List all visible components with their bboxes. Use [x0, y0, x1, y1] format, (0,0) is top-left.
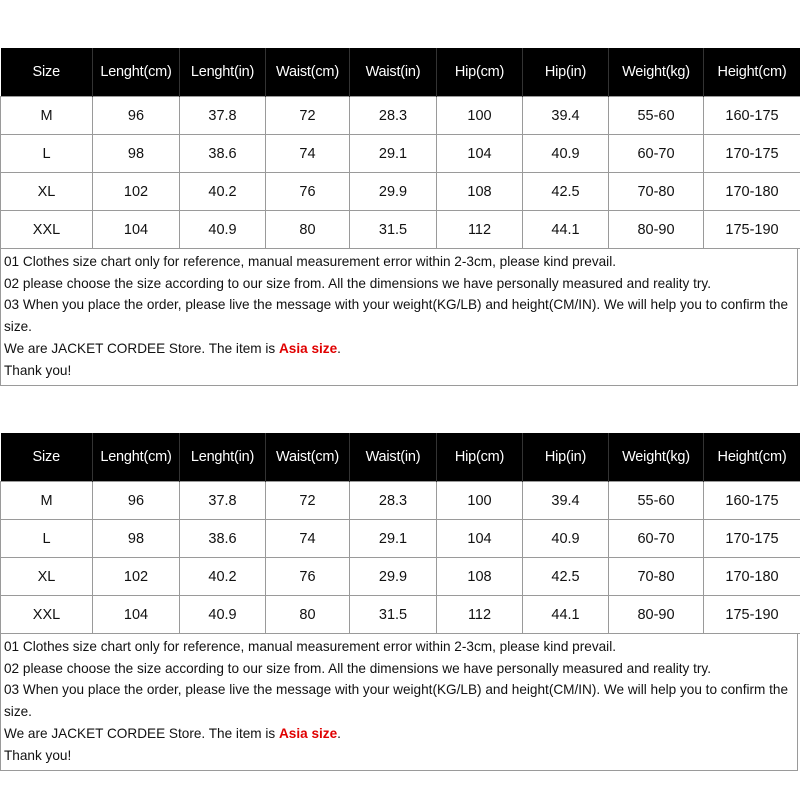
table-cell: 80 [266, 211, 350, 249]
header-length-cm: Lenght(cm) [93, 48, 180, 97]
table-cell: 170-180 [704, 173, 800, 211]
table-cell: 44.1 [523, 596, 609, 634]
table-cell: XL [1, 173, 93, 211]
size-table [0, 48, 800, 249]
table-cell: 40.2 [180, 173, 266, 211]
table-cell: 37.8 [180, 482, 266, 520]
table-cell: L [1, 135, 93, 173]
header-waist-cm: Waist(cm) [266, 433, 350, 482]
table-cell: 70-80 [609, 558, 704, 596]
table-cell: XXL [1, 596, 93, 634]
note-line-thanks: Thank you! [4, 362, 72, 378]
store-text: We are JACKET CORDEE Store. The item is [4, 340, 279, 356]
asia-size-highlight: Asia size [278, 340, 338, 356]
table-cell: 98 [93, 135, 180, 173]
table-cell: M [1, 97, 93, 135]
table-cell: 96 [93, 97, 180, 135]
header-length-in: Lenght(in) [180, 433, 266, 482]
table-cell: 104 [93, 211, 180, 249]
table-cell: 108 [437, 558, 523, 596]
table-cell: 102 [93, 558, 180, 596]
table-cell: 29.1 [350, 135, 437, 173]
header-waist-cm: Waist(cm) [266, 48, 350, 97]
note-line: 01 Clothes size chart only for reference, manual measurement error within 2-3cm, please kind prevail. [4, 639, 616, 654]
header-row [1, 48, 800, 97]
table-cell: 100 [437, 97, 523, 135]
table-cell: 72 [266, 482, 350, 520]
header-length-cm: Lenght(cm) [93, 433, 180, 482]
table-cell: 175-190 [704, 596, 800, 634]
table-cell: 98 [93, 520, 180, 558]
table-cell: 40.2 [180, 558, 266, 596]
header-hip-cm: Hip(cm) [437, 48, 523, 97]
table-cell: 42.5 [523, 558, 609, 596]
asia-size-highlight: Asia size [278, 725, 338, 741]
table-cell: 100 [437, 482, 523, 520]
table-cell: 31.5 [350, 596, 437, 634]
table-cell: 39.4 [523, 482, 609, 520]
header-size: Size [1, 48, 93, 97]
header-height-cm: Height(cm) [704, 433, 800, 482]
table-cell: 76 [266, 173, 350, 211]
table-cell: 29.9 [350, 173, 437, 211]
table-cell: 28.3 [350, 482, 437, 520]
note-line: 03 When you place the order, please live the message with your weight(KG/LB) and height(CM/IN). We will help you to confirm the size. [4, 682, 789, 720]
table-cell: 76 [266, 558, 350, 596]
header-size: Size [1, 433, 93, 482]
table-cell: 112 [437, 211, 523, 249]
size-notes [0, 634, 798, 771]
table-row [1, 211, 800, 249]
table-cell: 31.5 [350, 211, 437, 249]
header-waist-in: Waist(in) [350, 48, 437, 97]
size-notes [0, 249, 798, 386]
table-cell: 175-190 [704, 211, 800, 249]
header-hip-in: Hip(in) [523, 48, 609, 97]
table-cell: 29.9 [350, 558, 437, 596]
table-cell: 40.9 [180, 596, 266, 634]
size-chart-2 [0, 433, 800, 771]
note-line-store [4, 723, 795, 745]
table-cell: 104 [93, 596, 180, 634]
table-cell: 28.3 [350, 97, 437, 135]
header-waist-in: Waist(in) [350, 433, 437, 482]
table-cell: 38.6 [180, 135, 266, 173]
table-cell: 39.4 [523, 97, 609, 135]
table-cell: 60-70 [609, 135, 704, 173]
header-row [1, 433, 800, 482]
table-row [1, 520, 800, 558]
note-line: 01 Clothes size chart only for reference, manual measurement error within 2-3cm, please kind prevail. [4, 254, 616, 269]
table-cell: 55-60 [609, 482, 704, 520]
note-line: 02 please choose the size according to our size from. All the dimensions we have personally measured and reality try. [4, 660, 711, 676]
table-cell: 170-175 [704, 135, 800, 173]
period-text: . [337, 340, 341, 356]
table-cell: 80 [266, 596, 350, 634]
table-cell: 55-60 [609, 97, 704, 135]
table-cell: 60-70 [609, 520, 704, 558]
header-hip-in: Hip(in) [523, 433, 609, 482]
header-length-in: Lenght(in) [180, 48, 266, 97]
period-text: . [337, 725, 341, 741]
table-cell: 112 [437, 596, 523, 634]
header-weight-kg: Weight(kg) [609, 48, 704, 97]
table-cell: 96 [93, 482, 180, 520]
table-cell: L [1, 520, 93, 558]
table-cell: 29.1 [350, 520, 437, 558]
table-row [1, 135, 800, 173]
store-text: We are JACKET CORDEE Store. The item is [4, 725, 279, 741]
table-cell: 37.8 [180, 97, 266, 135]
size-chart-1 [0, 48, 800, 386]
table-row [1, 596, 800, 634]
table-cell: XXL [1, 211, 93, 249]
table-cell: 160-175 [704, 97, 800, 135]
table-row [1, 173, 800, 211]
table-cell: 72 [266, 97, 350, 135]
size-table [0, 433, 800, 634]
table-cell: M [1, 482, 93, 520]
table-cell: 44.1 [523, 211, 609, 249]
table-cell: 80-90 [609, 211, 704, 249]
note-line: 02 please choose the size according to our size from. All the dimensions we have personally measured and reality try. [4, 275, 711, 291]
note-line-store [4, 338, 795, 360]
table-cell: 40.9 [523, 135, 609, 173]
table-cell: 80-90 [609, 596, 704, 634]
table-cell: 40.9 [523, 520, 609, 558]
table-cell: 108 [437, 173, 523, 211]
table-row [1, 558, 800, 596]
table-cell: 104 [437, 520, 523, 558]
table-cell: 104 [437, 135, 523, 173]
table-cell: 170-180 [704, 558, 800, 596]
table-cell: 74 [266, 520, 350, 558]
header-weight-kg: Weight(kg) [609, 433, 704, 482]
table-row [1, 97, 800, 135]
table-cell: 160-175 [704, 482, 800, 520]
header-height-cm: Height(cm) [704, 48, 800, 97]
note-line-thanks: Thank you! [4, 747, 72, 763]
table-cell: 170-175 [704, 520, 800, 558]
table-cell: 42.5 [523, 173, 609, 211]
table-cell: 70-80 [609, 173, 704, 211]
note-line: 03 When you place the order, please live the message with your weight(KG/LB) and height(CM/IN). We will help you to confirm the size. [4, 297, 789, 335]
table-cell: 38.6 [180, 520, 266, 558]
header-hip-cm: Hip(cm) [437, 433, 523, 482]
table-cell: 102 [93, 173, 180, 211]
table-cell: 40.9 [180, 211, 266, 249]
table-cell: 74 [266, 135, 350, 173]
table-row [1, 482, 800, 520]
table-cell: XL [1, 558, 93, 596]
